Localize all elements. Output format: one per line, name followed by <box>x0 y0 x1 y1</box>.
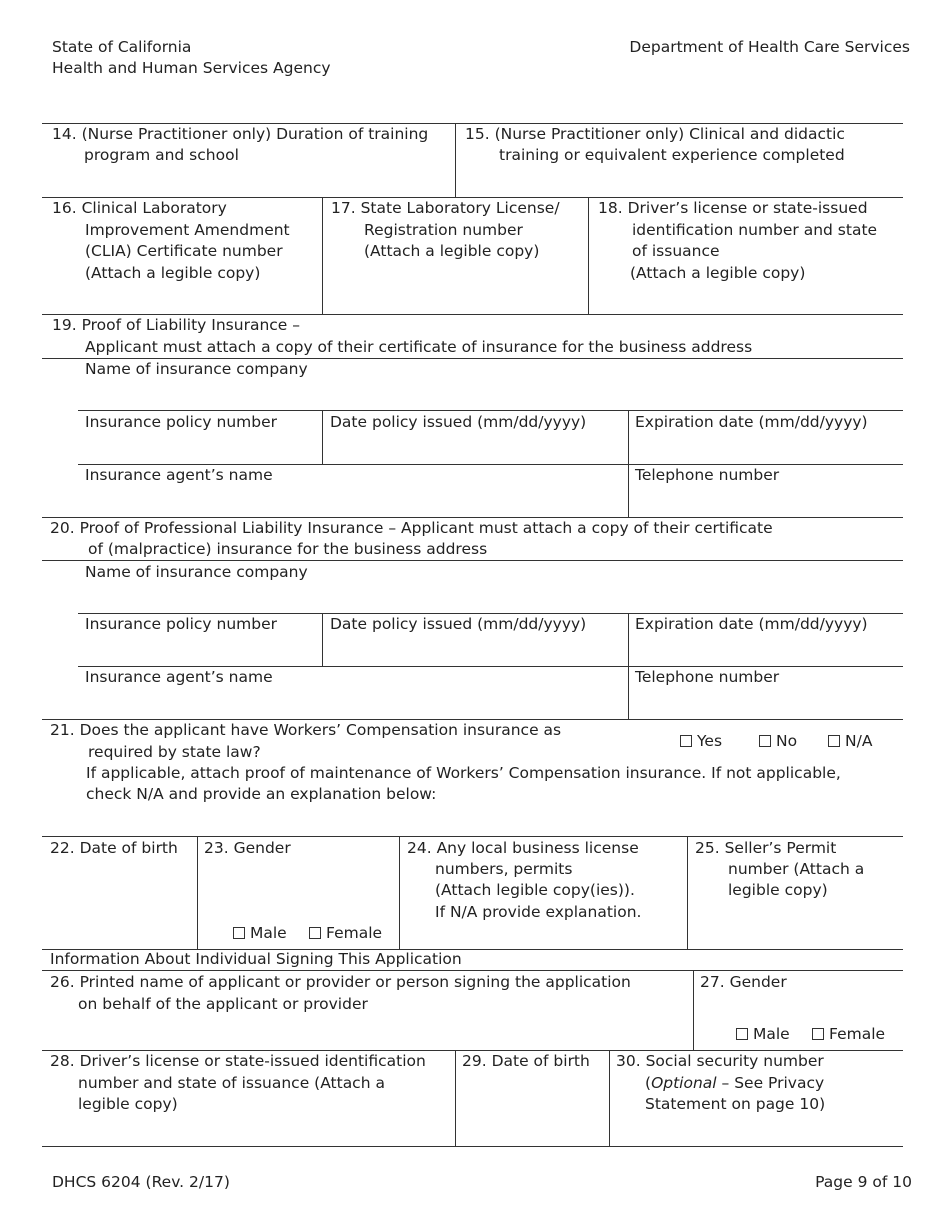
q21-yes-option[interactable] <box>680 731 722 752</box>
q20-company-field[interactable]: Name of insurance company <box>85 563 308 581</box>
q19-policy-field[interactable]: Insurance policy number <box>85 413 278 431</box>
checkbox-icon[interactable] <box>759 735 771 747</box>
checkbox-icon[interactable] <box>233 927 245 939</box>
option-label: Yes <box>697 732 723 750</box>
q16-label: (CLIA) Certificate number <box>85 242 283 260</box>
q30-label: 30. Social security number <box>616 1052 824 1070</box>
q28-label: number and state of issuance (Attach a <box>78 1074 385 1092</box>
signing-section-title: Information About Individual Signing This Application <box>50 950 462 968</box>
q23-male-option[interactable] <box>233 923 287 944</box>
q21-no-option[interactable] <box>759 731 797 752</box>
rule <box>455 123 456 197</box>
rule <box>322 197 323 314</box>
page-number: Page 9 of 10 <box>815 1173 912 1191</box>
option-label: N/A <box>845 732 873 750</box>
q23-female-option[interactable] <box>309 923 382 944</box>
q25-label: legible copy) <box>728 881 828 899</box>
rule <box>322 613 323 666</box>
q20-issued-field[interactable]: Date policy issued (mm/dd/yyyy) <box>330 615 587 633</box>
q20-phone-field[interactable]: Telephone number <box>635 668 780 686</box>
q24-label: 24. Any local business license <box>407 839 639 857</box>
rule <box>628 613 629 719</box>
header-department: Department of Health Care Services <box>629 38 910 56</box>
rule <box>42 970 903 971</box>
q21-label: check N/A and provide an explanation below: <box>86 785 437 803</box>
option-label: Female <box>326 924 383 942</box>
q28-label: legible copy) <box>78 1095 178 1113</box>
q14-label: program and school <box>84 146 239 164</box>
option-label: Male <box>250 924 287 942</box>
q20-agent-field[interactable]: Insurance agent’s name <box>85 668 273 686</box>
header-agency: Health and Human Services Agency <box>52 59 331 77</box>
q16-label: (Attach a legible copy) <box>85 264 261 282</box>
q27-label: 27. Gender <box>700 973 787 991</box>
q24-label: numbers, permits <box>435 860 573 878</box>
q19-expiration-field[interactable]: Expiration date (mm/dd/yyyy) <box>635 413 868 431</box>
q24-label: (Attach legible copy(ies)). <box>435 881 635 899</box>
q19-issued-field[interactable]: Date policy issued (mm/dd/yyyy) <box>330 413 587 431</box>
q19-agent-field[interactable]: Insurance agent’s name <box>85 466 273 484</box>
checkbox-icon[interactable] <box>828 735 840 747</box>
q19-subtitle: Applicant must attach a copy of their certificate of insurance for the business address <box>85 338 753 356</box>
q18-label: of issuance <box>632 242 720 260</box>
q22-dob-field[interactable]: 22. Date of birth <box>50 839 178 857</box>
rule <box>687 836 688 949</box>
rule <box>197 836 198 949</box>
q21-label: required by state law? <box>88 743 261 761</box>
q21-label: If applicable, attach proof of maintenance of Workers’ Compensation insurance. If not applicable, <box>86 764 841 782</box>
q19-title: 19. Proof of Liability Insurance – <box>52 316 300 334</box>
q30-optional: Optional <box>651 1074 717 1092</box>
q27-female-option[interactable] <box>812 1024 885 1045</box>
q15-label: training or equivalent experience completed <box>499 146 845 164</box>
q20-subtitle: of (malpractice) insurance for the business address <box>88 540 488 558</box>
q30-label <box>645 1073 824 1094</box>
q14-label: 14. (Nurse Practitioner only) Duration of training <box>52 125 429 143</box>
rule <box>399 836 400 949</box>
rule <box>693 970 694 1050</box>
q26-label: 26. Printed name of applicant or provider or person signing the application <box>50 973 631 991</box>
q17-label: Registration number <box>364 221 523 239</box>
q30-rest: – See Privacy <box>716 1074 825 1092</box>
q16-label: Improvement Amendment <box>85 221 290 239</box>
q21-label: 21. Does the applicant have Workers’ Compensation insurance as <box>50 721 562 739</box>
form-id: DHCS 6204 (Rev. 2/17) <box>52 1173 230 1191</box>
q19-company-field[interactable]: Name of insurance company <box>85 360 308 378</box>
rule <box>628 410 629 517</box>
q17-label: 17. State Laboratory License/ <box>331 199 560 217</box>
q18-label: (Attach a legible copy) <box>630 264 806 282</box>
rule <box>322 410 323 464</box>
rule <box>42 560 903 561</box>
q17-label: (Attach a legible copy) <box>364 242 540 260</box>
q24-label: If N/A provide explanation. <box>435 903 642 921</box>
q30-paren: ( <box>645 1074 652 1092</box>
q20-expiration-field[interactable]: Expiration date (mm/dd/yyyy) <box>635 615 868 633</box>
q18-label: identification number and state <box>632 221 878 239</box>
option-label: No <box>776 732 798 750</box>
q18-label: 18. Driver’s license or state-issued <box>598 199 868 217</box>
q28-label: 28. Driver’s license or state-issued identification <box>50 1052 426 1070</box>
option-label: Male <box>753 1025 790 1043</box>
header-state: State of California <box>52 38 192 56</box>
option-label: Female <box>829 1025 886 1043</box>
rule <box>42 836 903 837</box>
q30-label: Statement on page 10) <box>645 1095 826 1113</box>
q27-male-option[interactable] <box>736 1024 790 1045</box>
q19-phone-field[interactable]: Telephone number <box>635 466 780 484</box>
q29-dob-field[interactable]: 29. Date of birth <box>462 1052 590 1070</box>
q20-policy-field[interactable]: Insurance policy number <box>85 615 278 633</box>
q25-label: number (Attach a <box>728 860 865 878</box>
checkbox-icon[interactable] <box>680 735 692 747</box>
rule <box>42 1146 903 1147</box>
rule <box>609 1050 610 1146</box>
checkbox-icon[interactable] <box>736 1028 748 1040</box>
rule <box>588 197 589 314</box>
q16-label: 16. Clinical Laboratory <box>52 199 227 217</box>
q15-label: 15. (Nurse Practitioner only) Clinical and didactic <box>465 125 845 143</box>
q20-title: 20. Proof of Professional Liability Insurance – Applicant must attach a copy of their certificate <box>50 519 773 537</box>
q23-label: 23. Gender <box>204 839 291 857</box>
checkbox-icon[interactable] <box>812 1028 824 1040</box>
q25-label: 25. Seller’s Permit <box>695 839 837 857</box>
checkbox-icon[interactable] <box>309 927 321 939</box>
rule <box>78 410 903 411</box>
q21-na-option[interactable] <box>828 731 872 752</box>
q26-label: on behalf of the applicant or provider <box>78 995 368 1013</box>
rule <box>455 1050 456 1146</box>
